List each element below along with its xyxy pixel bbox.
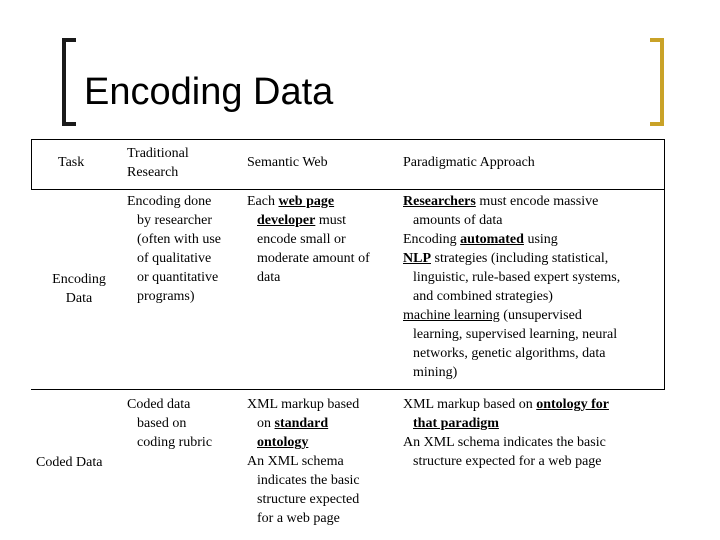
slide-title: Encoding Data [84,71,334,113]
row1-paradigmatic: Researchers must encode massive amounts of data Encoding automated using NLP strategies (including statistical, linguistic, rule-based expert systems, and combined strategies) machine learning (unsupervised learning, supervised learning, neural networks, genetic algorithms, data mining) [403,194,621,380]
title-bracket-left [62,38,76,126]
row1-semantic: Each web page developer must encode small or moderate amount of data [247,194,370,285]
row2-task: Coded Data [36,455,103,470]
row1-task: Encoding Data [52,272,106,306]
table-right-border [664,139,665,390]
header-divider [31,189,665,190]
title-bracket-right [650,38,664,126]
header-semantic-web: Semantic Web [247,155,328,170]
row2-semantic: XML markup based on standard ontology An XML schema indicates the basic structure expected for a web page [247,397,360,526]
table-left-border [31,139,32,189]
table-top-border [31,139,665,140]
row1-traditional: Encoding done by researcher (often with use of qualitative or quantitative programs) [127,194,221,304]
header-traditional: Traditional Research [127,146,189,180]
header-paradigmatic: Paradigmatic Approach [403,155,535,170]
row-divider [31,389,665,390]
header-task: Task [58,155,85,170]
row2-traditional: Coded data based on coding rubric [127,397,213,450]
row2-paradigmatic: XML markup based on ontology for that paradigm An XML schema indicates the basic structure expected for a web page [403,397,609,469]
